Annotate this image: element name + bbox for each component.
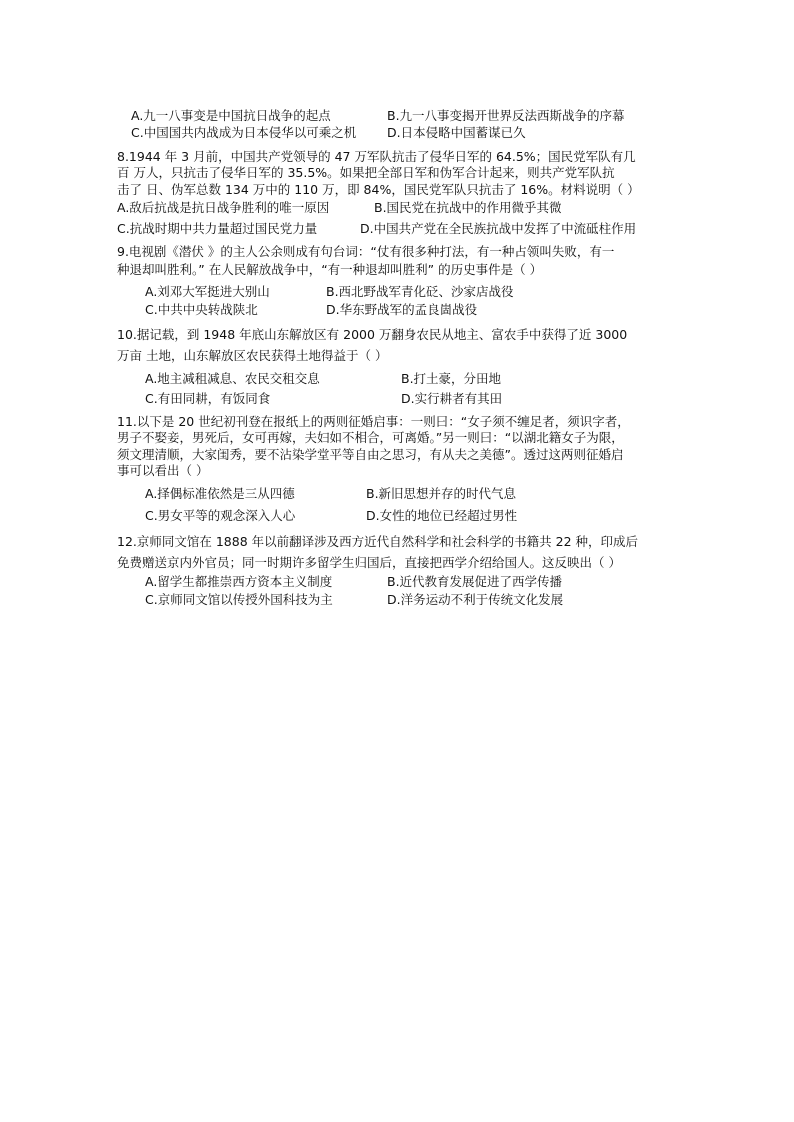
q9-stem-line-1: 9.电视剧《潜伏 》的主人公余则成有句台词：“仗有很多种打法，有一种占领叫失败，有一	[117, 244, 615, 259]
q12-option-c: C.京师同文馆以传授外国科技为主	[145, 592, 333, 607]
q7-option-c: C.中国国共内战成为日本侵华以可乘之机	[131, 125, 357, 140]
q10-option-d: D.实行耕者有其田	[401, 391, 503, 406]
q12-option-b: B.近代教育发展促进了西学传播	[387, 574, 563, 589]
q12-option-a: A.留学生都推崇西方资本主义制度	[145, 574, 333, 589]
q9-option-d: D.华东野战军的孟良崮战役	[326, 302, 478, 317]
q12-stem-line-2: 免费赠送京内外官员；同一时期许多留学生归国后，直接把西学介绍给国人。这反映出（ ）	[117, 555, 621, 570]
q8-stem-line-3: 击了 日、伪军总数 134 万中的 110 万，即 84%，国民党军队只抗击了 16%。材料说明（ ）	[117, 182, 640, 197]
q8-option-d: D.中国共产党在全民族抗战中发挥了中流砥柱作用	[360, 221, 637, 236]
q11-option-c: C.男女平等的观念深入人心	[145, 508, 296, 523]
q9-stem-line-2: 种退却叫胜利。” 在人民解放战争中，“有一种退却叫胜利” 的历史事件是（ ）	[117, 262, 543, 277]
q11-stem-line-1: 11.以下是 20 世纪初刊登在报纸上的两则征婚启事：一则曰：“女子须不缠足者，须识字者，	[117, 414, 630, 429]
q8-stem-line-1: 8.1944 年 3 月前，中国共产党领导的 47 万军队抗击了侵华日军的 64.5%；国民党军队有几	[117, 149, 636, 164]
q11-stem-line-4: 事可以看出（ ）	[117, 463, 209, 478]
q8-option-b: B.国民党在抗战中的作用微乎其微	[374, 200, 562, 215]
q7-option-d: D.日本侵略中国蓄谋已久	[387, 125, 526, 140]
q7-option-a: A.九一八事变是中国抗日战争的起点	[131, 108, 331, 123]
q8-stem-line-2: 百 万人，只抗击了侵华日军的 35.5%。如果把全部日军和伪军合计起来，则共产党军队抗	[117, 165, 615, 180]
q11-option-a: A.择偶标准依然是三从四德	[145, 486, 295, 501]
q11-stem-line-2: 男子不娶妾，男死后，女可再嫁，夫妇如不相合，可离婚。”另一则曰：“以湖北籍女子为限，	[117, 430, 624, 445]
q10-option-b: B.打土豪，分田地	[401, 371, 502, 386]
q11-option-b: B.新旧思想并存的时代气息	[366, 486, 517, 501]
q10-option-c: C.有田同耕，有饭同食	[145, 391, 271, 406]
q9-option-c: C.中共中央转战陕北	[145, 302, 258, 317]
q10-stem-line-1: 10.据记载，到 1948 年底山东解放区有 2000 万翻身农民从地主、富农手中获得了近 3000	[117, 327, 628, 342]
q7-option-b: B.九一八事变揭开世界反法西斯战争的序幕	[387, 108, 625, 123]
q8-option-c: C.抗战时期中共力量超过国民党力量	[117, 221, 318, 236]
q10-stem-line-2: 万亩 土地，山东解放区农民获得土地得益于（ ）	[117, 348, 388, 363]
q9-option-b: B.西北野战军青化砭、沙家店战役	[326, 284, 514, 299]
q9-option-a: A.刘邓大军挺进大别山	[145, 284, 270, 299]
q10-option-a: A.地主减租减息、农民交租交息	[145, 371, 320, 386]
q12-stem-line-1: 12.京师同文馆在 1888 年以前翻译涉及西方近代自然科学和社会科学的书籍共 22 种，印成后	[117, 534, 638, 549]
q11-option-d: D.女性的地位已经超过男性	[366, 508, 518, 523]
q8-option-a: A.敌后抗战是抗日战争胜利的唯一原因	[117, 200, 330, 215]
q12-option-d: D.洋务运动不利于传统文化发展	[387, 592, 564, 607]
q11-stem-line-3: 须文理清顺，大家闺秀，要不沾染学堂平等自由之思习，有从夫之美德”。透过这两则征婚启	[117, 447, 624, 462]
